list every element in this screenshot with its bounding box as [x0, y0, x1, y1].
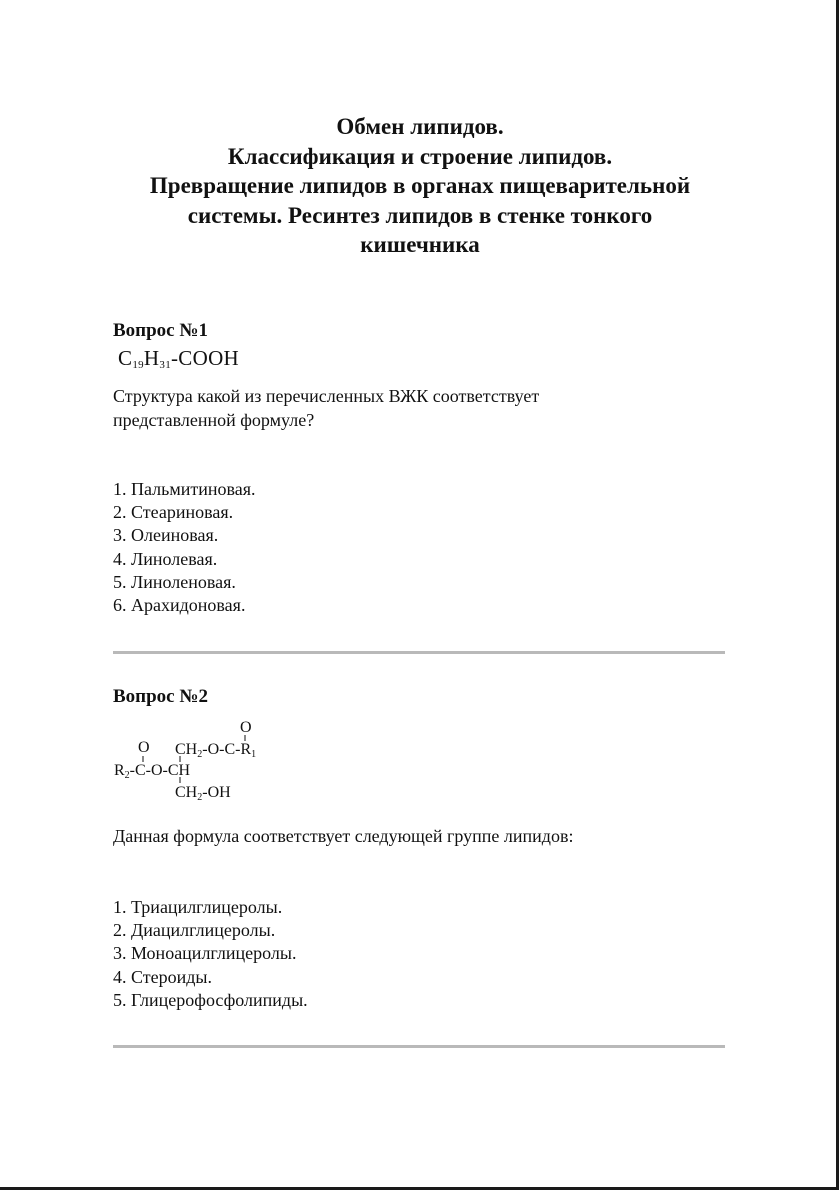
question-2-text: Данная формула соответствует следующей группе липидов:: [113, 826, 574, 846]
formula-h: H: [143, 346, 160, 370]
option-item: 5. Глицерофосфолипиды.: [113, 989, 308, 1010]
question-1-text-line-2: представленной формуле?: [113, 410, 315, 430]
option-item: 4. Линолевая.: [113, 548, 218, 569]
title-line-1: Обмен липидов.: [336, 114, 504, 139]
title-line-3: Превращение липидов в органах пищеварительной: [149, 173, 691, 198]
option-item: 3. Олеиновая.: [113, 525, 219, 546]
option-item: 3. Моноацилглицеролы.: [113, 943, 297, 964]
struct-o-left: O: [138, 739, 150, 756]
question-1-text-line-1: Структура какой из перечисленных ВЖК соответствует: [113, 386, 540, 406]
section-divider: [113, 1045, 725, 1048]
title-line-2: Классификация и строение липидов.: [227, 143, 613, 169]
struct-bottom-row: CH2-OH: [175, 784, 231, 803]
option-item: 5. Линоленовая.: [113, 571, 236, 592]
question-1-heading: Вопрос №1: [113, 320, 208, 341]
question-1-formula: [118, 346, 239, 371]
option-item: 2. Диацилглицеролы.: [113, 920, 276, 941]
section-divider: [113, 651, 725, 654]
question-1-options: [113, 478, 256, 617]
formula-h-subscript: 31: [159, 359, 171, 371]
question-2-heading: Вопрос №2: [113, 686, 208, 707]
struct-o-top: O: [240, 719, 252, 736]
option-item: 4. Стероиды.: [113, 966, 213, 987]
question-1-text: [113, 384, 713, 432]
page-title: [0, 112, 840, 260]
title-line-4: системы. Ресинтез липидов в стенке тонкого: [187, 202, 653, 228]
question-2-structure: [112, 716, 312, 806]
option-item: 2. Стеариновая.: [113, 502, 234, 523]
option-item: 6. Арахидоновая.: [113, 595, 246, 616]
struct-top-row: CH2-O-C-R1: [175, 741, 257, 760]
formula-cooh: -COOH: [171, 346, 239, 370]
option-item: 1. Пальмитиновая.: [113, 479, 256, 499]
struct-mid-row: R2-C-O-CH: [114, 762, 191, 781]
question-2-options: [113, 896, 308, 1012]
option-item: 1. Триацилглицеролы.: [113, 897, 283, 917]
formula-c: C: [118, 346, 133, 370]
formula-c-subscript: 19: [132, 359, 144, 371]
title-line-5: кишечника: [360, 232, 480, 257]
